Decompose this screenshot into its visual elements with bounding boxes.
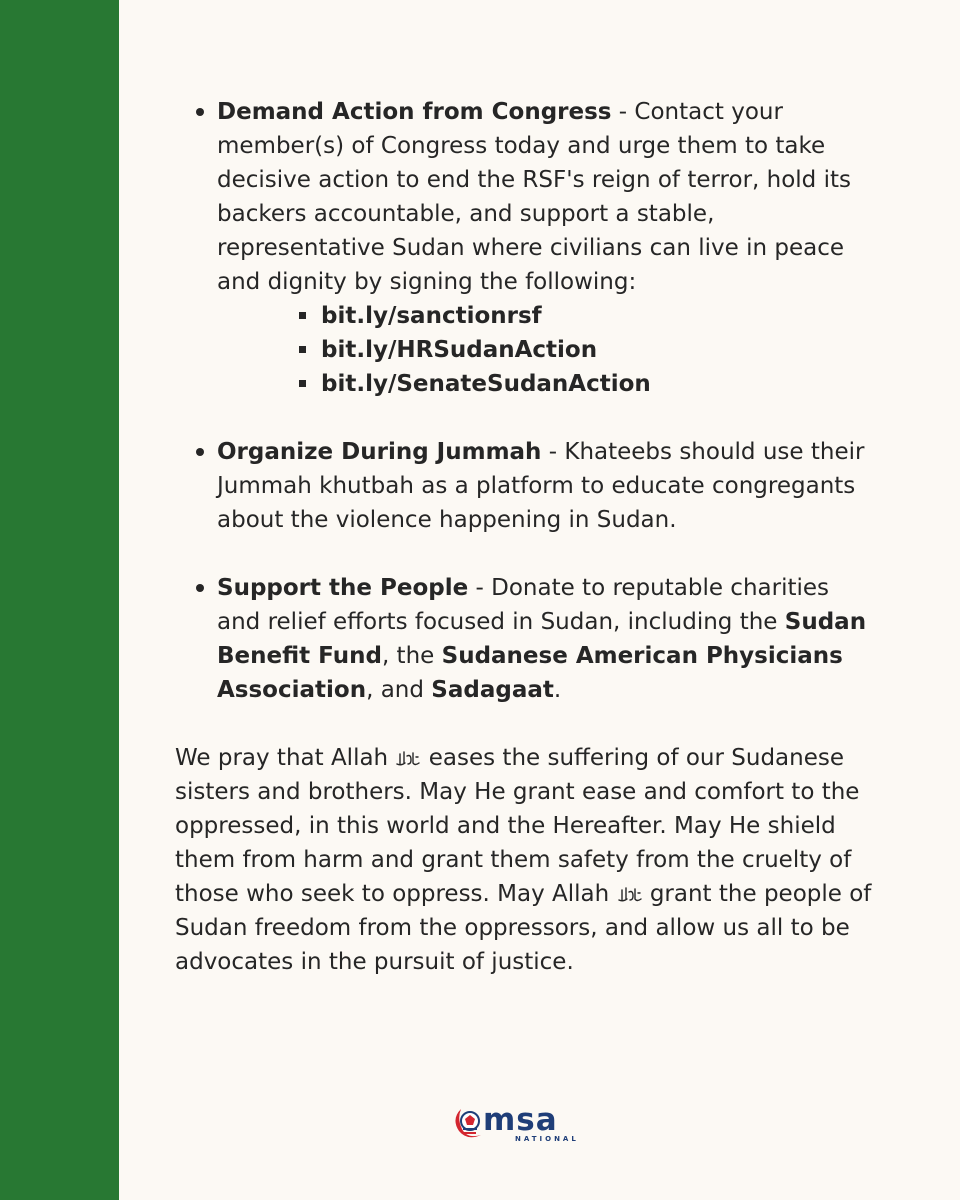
logo-wordmark: msa — [483, 1102, 558, 1138]
logo-subtitle: NATIONAL — [515, 1135, 579, 1143]
org-sadagaat: Sadagaat — [431, 677, 554, 703]
action-title: Support the People — [217, 575, 469, 601]
separator-text: , and — [366, 677, 432, 703]
action-text: - Contact your member(s) of Congress today and urge them to take decisive action to end the RSF's reign of terror, hold its backers accountable, and support a stable, representative Sudan where civilians can live in peace and dignity by signing the following: — [217, 99, 851, 295]
green-sidebar — [0, 0, 119, 1200]
closing-text-1: We pray that Allah — [175, 745, 396, 771]
link-sanctionrsf[interactable]: bit.ly/sanctionrsf — [299, 299, 875, 333]
action-item-support — [175, 571, 875, 707]
link-senatesudanaction[interactable]: bit.ly/SenateSudanAction — [299, 367, 875, 401]
action-text: - Khateebs should use their Jummah khutbah as a platform to educate congregants about the violence happening in Sudan. — [217, 439, 865, 533]
org-sudan-benefit-fund: Sudan Benefit Fund — [217, 609, 867, 669]
action-item-jummah — [175, 435, 875, 537]
action-item-congress — [175, 95, 875, 401]
action-list — [175, 95, 875, 707]
honorific-calligraphy-icon — [395, 748, 421, 768]
action-title: Organize During Jummah — [217, 439, 542, 465]
separator-text: , the — [381, 643, 442, 669]
link-list — [217, 299, 875, 401]
msa-emblem-icon — [453, 1105, 487, 1147]
honorific-calligraphy-icon — [617, 884, 643, 904]
action-title: Demand Action from Congress — [217, 99, 612, 125]
closing-text-3: grant the people of Sudan freedom from the oppressors, and allow us all to be advocates in the pursuit of justice. — [175, 881, 872, 975]
action-text: - Donate to reputable charities and relief efforts focused in Sudan, including the — [217, 575, 830, 635]
org-sapa: Sudanese American Physicians Association — [217, 643, 843, 703]
closing-text-2: eases the suffering of our Sudanese sisters and brothers. May He grant ease and comfort to the oppressed, in this world and the Hereafter. May He shield them from harm and grant them safety from the cruelty of those who seek to oppress. May Allah — [175, 745, 860, 907]
main-content — [175, 95, 875, 979]
closing-prayer — [175, 741, 875, 979]
link-hrsudanaction[interactable]: bit.ly/HRSudanAction — [299, 333, 875, 367]
end-punctuation: . — [553, 677, 562, 703]
msa-national-logo — [453, 1102, 579, 1147]
